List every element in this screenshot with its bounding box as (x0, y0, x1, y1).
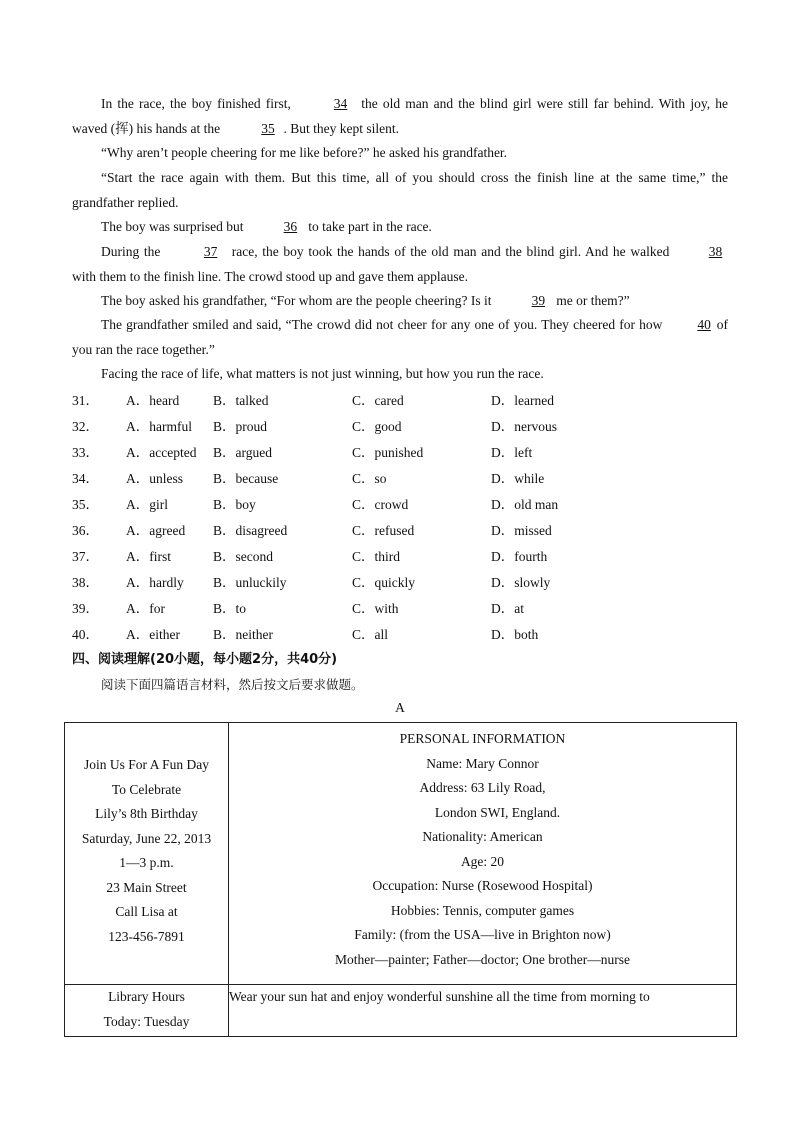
option-c: C．good (352, 419, 402, 434)
birthday-invitation (65, 723, 229, 985)
paragraph-grandfather-smiled (72, 313, 728, 362)
paragraph-race-finish (72, 92, 728, 141)
option-a: A．harmful (126, 419, 192, 434)
paragraph-during-race (72, 240, 728, 289)
option-a: A．for (126, 601, 165, 616)
info-family: Family: (from the USA—live in Brighton now) (354, 927, 611, 942)
passage-letter: A (395, 700, 405, 715)
blank-35: 35 (261, 120, 275, 136)
blank-39: 39 (531, 293, 546, 308)
invitation-line: Join Us For A Fun Day (84, 757, 209, 772)
info-hobbies: Hobbies: Tennis, computer games (390, 902, 575, 918)
reading-material-table (64, 722, 737, 1037)
text: The boy asked his grandfather, “For whom are the people cheering? Is it (101, 293, 495, 308)
info-address: Address: 63 Lily Road, (419, 780, 546, 795)
blank-36: 36 (283, 219, 298, 234)
option-c: C．punished (352, 445, 424, 460)
option-b: B．neither (213, 627, 273, 642)
paragraph-moral: Facing the race of life, what matters is not just winning, but how you run the race. (101, 366, 544, 381)
question-number: 31． (72, 393, 99, 408)
option-c: C．crowd (352, 497, 409, 512)
option-b: B．second (213, 549, 273, 564)
text: race, the boy took the hands of the old man and the blind girl. And he walked (227, 244, 674, 259)
text: In the race, the boy finished first, (101, 96, 297, 111)
option-b: B．unluckily (213, 575, 287, 590)
invitation-line: To Celebrate (111, 781, 182, 797)
question-number: 36． (72, 523, 99, 538)
personal-information (229, 723, 737, 985)
option-d: D．left (491, 445, 533, 460)
option-row-38 (72, 570, 632, 596)
option-b: B．because (213, 471, 279, 486)
question-number: 38． (72, 575, 99, 590)
option-row-35 (72, 492, 632, 518)
option-c: C．so (352, 471, 387, 486)
question-number: 37． (72, 549, 99, 564)
option-b: B．proud (213, 419, 267, 434)
option-row-34 (72, 466, 632, 492)
text: During the (101, 244, 166, 259)
option-d: D．while (491, 471, 545, 486)
option-c: C．with (352, 601, 399, 616)
option-b: B．argued (213, 445, 272, 460)
blank-37: 37 (203, 244, 218, 259)
option-row-36 (72, 518, 632, 544)
question-number: 35． (72, 497, 99, 512)
option-d: D．at (491, 601, 524, 616)
option-b: B．boy (213, 497, 256, 512)
option-d: D．learned (491, 393, 554, 408)
option-d: D．missed (491, 523, 552, 538)
text: The grandfather smiled and said, “The crowd did not cheer for any one of you. They cheered for how (101, 317, 667, 332)
option-a: A．unless (126, 471, 183, 486)
blank-34: 34 (333, 96, 348, 111)
option-a: A．hardly (126, 575, 184, 590)
invitation-line: 23 Main Street (106, 879, 187, 895)
library-hours-day: Today: Tuesday (103, 1013, 190, 1029)
option-d: D．both (491, 627, 539, 642)
text: of you ran the race together.” (72, 317, 728, 357)
question-number: 40． (72, 627, 99, 642)
question-number: 32． (72, 419, 99, 434)
info-address-line2: London SWI, England. (434, 804, 561, 820)
option-b: B．disagreed (213, 523, 288, 538)
option-row-39 (72, 596, 632, 622)
section-title: 四、阅读理解(20小题，每小题2分，共40分) (72, 652, 338, 667)
option-d: D．old man (491, 497, 559, 512)
invitation-line: Lily’s 8th Birthday (95, 806, 198, 821)
text: me or them?” (552, 293, 630, 308)
question-number: 34． (72, 471, 99, 486)
paragraph-boy-surprised (72, 215, 728, 240)
blank-38: 38 (708, 244, 723, 259)
option-a: A．accepted (126, 445, 197, 460)
option-a: A．agreed (126, 523, 186, 538)
info-age: Age: 20 (460, 853, 505, 869)
blank-40: 40 (697, 317, 711, 332)
option-a: A．heard (126, 393, 180, 408)
option-d: D．nervous (491, 419, 557, 434)
info-nationality: Nationality: American (422, 829, 543, 844)
option-c: C．refused (352, 523, 415, 538)
question-number: 39． (72, 601, 99, 616)
option-c: C．all (352, 627, 388, 642)
info-name: Name: Mary Connor (426, 755, 539, 771)
option-row-33 (72, 440, 632, 466)
option-b: B．to (213, 601, 247, 616)
option-row-37 (72, 544, 632, 570)
option-row-40 (72, 622, 632, 648)
paragraph-grandfather-reply: “Start the race again with them. But this time, all of you should cross the finish line at the same time,” the grandfather replied. (72, 170, 728, 210)
info-occupation: Occupation: Nurse (Rosewood Hospital) (372, 878, 593, 893)
library-hours-title: Library Hours (108, 989, 185, 1004)
option-c: C．third (352, 549, 401, 564)
option-c: C．quickly (352, 575, 415, 590)
option-a: A．either (126, 627, 180, 642)
paragraph-boy-asked (72, 289, 728, 314)
info-family-members: Mother—painter; Father—doctor; One brother—nurse (334, 951, 631, 967)
option-row-32 (72, 414, 632, 440)
paragraph-question: “Why aren’t people cheering for me like before?” he asked his grandfather. (101, 145, 508, 160)
invitation-line: Saturday, June 22, 2013 (81, 830, 212, 846)
answer-options (72, 388, 632, 648)
text: . But they kept silent. (283, 120, 399, 136)
question-number: 33． (72, 445, 99, 460)
invitation-line: 1—3 p.m. (119, 855, 174, 870)
text: with them to the finish line. The crowd stood up and gave them applause. (72, 268, 469, 284)
option-d: D．fourth (491, 549, 548, 564)
text: the old man and the blind girl were still far behind. With joy, he waved (挥) his hands at the (72, 96, 728, 136)
library-hours (65, 985, 229, 1037)
invitation-line: Call Lisa at (115, 904, 178, 919)
option-row-31 (72, 388, 632, 414)
sun-hat-notice: Wear your sun hat and enjoy wonderful sunshine all the time from morning to (229, 985, 737, 1037)
text: The boy was surprised but (101, 219, 247, 234)
option-a: A．girl (126, 497, 168, 512)
invitation-line: 123-456-7891 (108, 928, 185, 944)
option-b: B．talked (213, 393, 269, 408)
option-c: C．cared (352, 393, 404, 408)
section-instruction: 阅读下面四篇语言材料，然后按文后要求做题。 (101, 677, 364, 692)
text: to take part in the race. (304, 219, 432, 234)
option-d: D．slowly (491, 575, 551, 590)
info-heading: PERSONAL INFORMATION (399, 731, 566, 746)
option-a: A．first (126, 549, 171, 564)
